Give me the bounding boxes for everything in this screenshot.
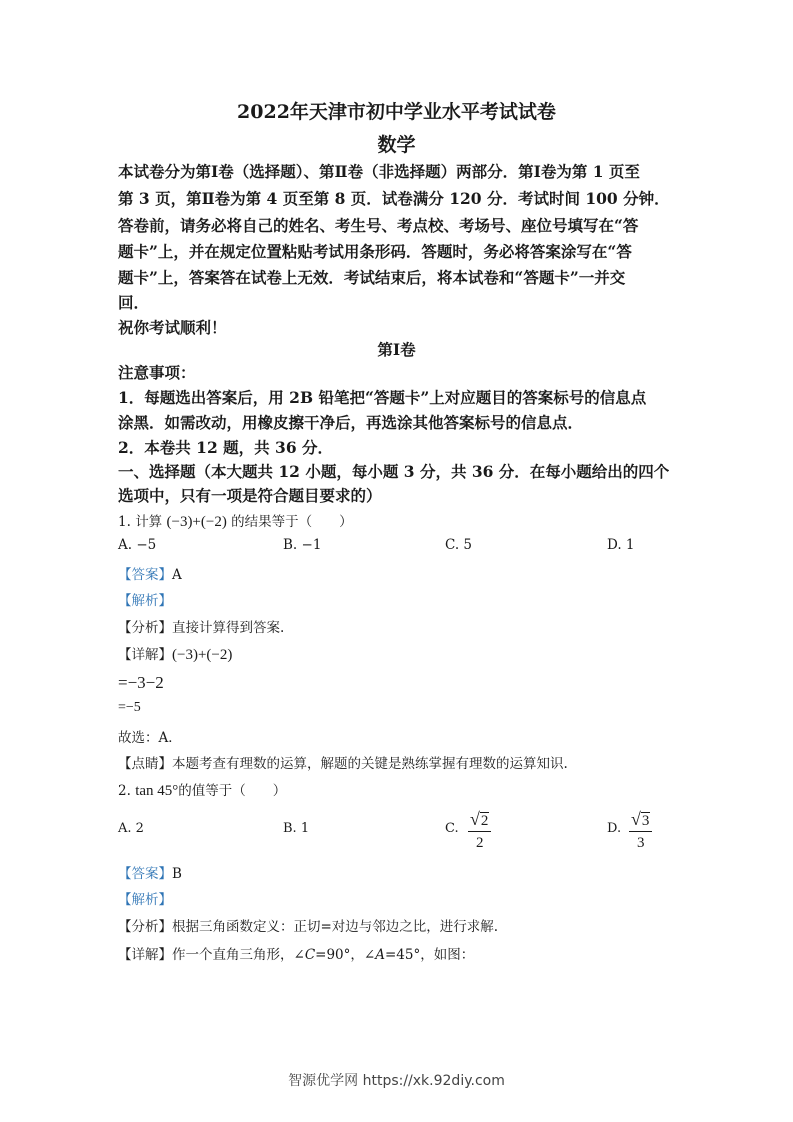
answer-tag: 【答案】 (118, 866, 172, 882)
answer-tag: 【答案】 (118, 567, 172, 583)
notice-heading: 注意事项： (118, 363, 196, 382)
fenxi-tag: 【分析】 (118, 919, 172, 935)
sqrt-sign: √ (631, 809, 641, 829)
q1-detail-expression: (−3)+(−2) (172, 647, 233, 663)
notice-line-2: 涂黑．如需改动，用橡皮擦干净后，再选涂其他答案标号的信息点． (118, 413, 584, 432)
intro-line-7: 祝你考试顺利！ (118, 318, 227, 337)
intro-line-6: 回． (118, 293, 150, 312)
q2-option-c-radicand: 2 (480, 813, 489, 829)
q2-detail-post: =45°，如图： (384, 947, 475, 963)
fenxi-tag: 【分析】 (118, 620, 172, 636)
sqrt-sign: √ (470, 809, 480, 829)
q2-option-d-denominator: 3 (636, 835, 645, 851)
q1-expression: (−3)+(−2) (166, 514, 227, 530)
q1-option-d: D. 1 (607, 537, 635, 553)
q2-option-a: A. 2 (118, 821, 144, 836)
q2-detail-c: C (304, 947, 316, 963)
intro-line-2: 第 3 页，第Ⅱ卷为第 4 页至第 8 页．试卷满分 120 分．考试时间 100 分钟． (118, 189, 670, 208)
notice-line-3: 2．本卷共 12 题，共 36 分． (118, 438, 334, 457)
q1-fenxi-text: 直接计算得到答案. (172, 620, 285, 636)
notice-line-4: 一、选择题（本大题共 12 小题，每小题 3 分，共 36 分．在每小题给出的四个 (118, 462, 670, 481)
q1-fenxi (118, 616, 284, 636)
q2-analysis-tag: 【解析】 (118, 892, 172, 908)
q1-step-2: =−5 (118, 700, 141, 715)
notice-line-5: 选项中，只有一项是符合题目要求的） (118, 486, 382, 505)
q1-number: 1. (118, 514, 131, 530)
intro-line-4: 题卡”上，并在规定位置粘贴考试用条形码．答题时，务必将答案涂写在“答 (118, 242, 632, 261)
q1-option-b: B. −1 (283, 537, 322, 553)
q2-answer (118, 862, 182, 882)
q1-option-c: C. 5 (445, 537, 473, 553)
q2-option-b: B. 1 (283, 821, 310, 836)
q2-fenxi (118, 915, 498, 935)
q1-stem (118, 510, 353, 531)
q1-prefix: 计算 (135, 514, 163, 530)
q2-suffix: 的值等于（ ） (178, 783, 287, 799)
q1-answer (118, 563, 182, 583)
q1-analysis-tag: 【解析】 (118, 593, 172, 609)
subject-title: 数学 (377, 134, 416, 156)
detail-tag: 【详解】 (118, 947, 172, 963)
q2-detail-pre: 作一个直角三角形，∠ (172, 947, 305, 963)
q1-step-1: =−3−2 (118, 673, 164, 692)
section-title: 第Ⅰ卷 (377, 340, 416, 359)
q2-detail (118, 943, 474, 963)
q2-detail-a: A (375, 947, 385, 963)
notice-line-1: 1．每题选出答案后，用 2B 铅笔把“答题卡”上对应题目的答案标号的信息点 (118, 388, 647, 407)
q2-option-c-fraction (468, 809, 491, 854)
q1-comment (118, 752, 568, 772)
q2-option-c-denominator: 2 (475, 835, 484, 851)
q2-option-d-radicand: 3 (641, 813, 650, 829)
q1-conclusion: 故选：A． (118, 730, 182, 746)
q1-comment-text: 本题考查有理数的运算，解题的关键是熟练掌握有理数的运算知识. (172, 756, 568, 772)
q2-answer-value: B (172, 866, 182, 882)
q2-stem (118, 779, 286, 800)
intro-line-5: 题卡”上，答案答在试卷上无效．考试结束后，将本试卷和“答题卡”一并交 (118, 268, 626, 287)
q1-answer-value: A (172, 567, 182, 583)
intro-line-1: 本试卷分为第Ⅰ卷（选择题）、第Ⅱ卷（非选择题）两部分．第Ⅰ卷为第 1 页至 (118, 162, 640, 181)
q2-option-d-fraction (629, 809, 652, 854)
q2-number: 2. (118, 783, 131, 799)
q1-suffix: 的结果等于（ ） (231, 514, 353, 530)
q2-option-c-label: C. (445, 821, 459, 836)
q2-option-d-label: D. (607, 821, 622, 836)
intro-line-3: 答卷前，请务必将自己的姓名、考生号、考点校、考场号、座位号填写在“答 (118, 216, 639, 235)
comment-tag: 【点睛】 (118, 756, 172, 772)
q2-fenxi-text: 根据三角函数定义：正切=对边与邻边之比，进行求解. (172, 919, 499, 935)
q2-detail-mid: =90°，∠ (315, 947, 376, 963)
exam-title: 2022年天津市初中学业水平考试试卷 (237, 101, 556, 123)
q2-expression: tan 45° (135, 783, 179, 799)
footer-watermark: 智源优学网 https://xk.92diy.com (288, 1073, 505, 1089)
detail-tag: 【详解】 (118, 647, 172, 663)
q1-option-a: A. −5 (118, 537, 157, 553)
q1-detail (118, 643, 232, 664)
